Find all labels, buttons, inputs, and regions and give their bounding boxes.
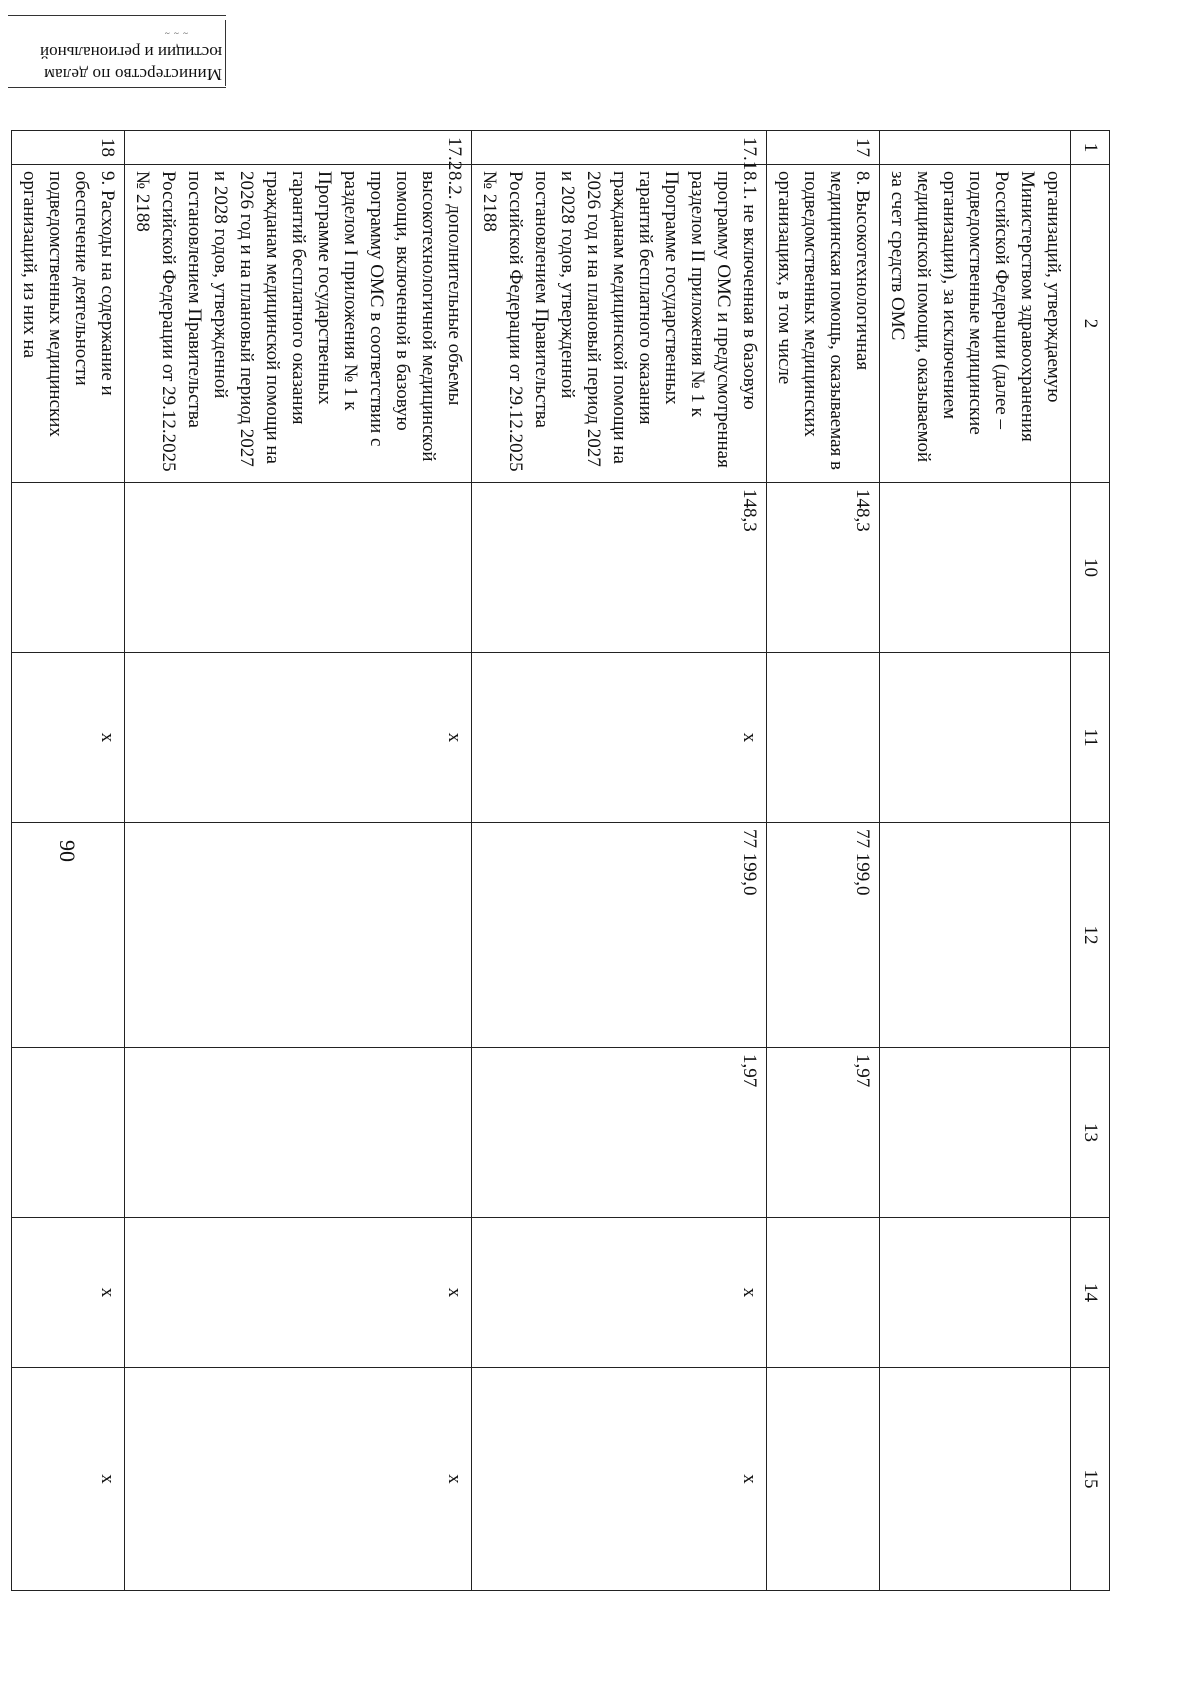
col-13-cell [125,1048,472,1218]
col-15-cell: x [472,1368,767,1591]
stamp-vertical-rule [225,20,226,86]
col-10-cell: 148,3 [472,483,767,653]
col-14-cell: x [472,1218,767,1368]
table-row [767,131,880,1591]
table-row [880,131,1071,1591]
col-13-cell: 1,97 [767,1048,880,1218]
col-10-cell [880,483,1071,653]
col-13-cell [12,1048,125,1218]
row-number-cell: 18 [12,131,125,165]
col-13-cell: 1,97 [472,1048,767,1218]
column-header: 10 [1071,483,1110,653]
col-11-cell: x [472,653,767,823]
col-11-cell: x [125,653,472,823]
row-description-cell: организаций, утверждаемую Министерством здравоохранения Российской Федерации (далее –подведомственные медицинские организации), за исключением медицинской помощи, оказываемой за счет средств ОМС [880,165,1071,483]
table-row [12,131,125,1591]
col-10-cell [125,483,472,653]
data-table [11,130,1110,1591]
stamp-rule-top [8,87,226,88]
col-11-cell [880,653,1071,823]
row-description-cell: 8.1. не включенная в базовую программу ОМС и предусмотренная разделом II приложения № 1 к Программе государственных гарантий бесплатного оказания гражданам медицинской помощи на 2026 год и на плановый период 2027 и 2028 годов, утвержденной постановлением Правительства Российской Федерации от 29.12.2025 № 2188 [472,165,767,483]
rotated-table-page [19,130,1110,1590]
col-14-cell: x [125,1218,472,1368]
col-14-cell [767,1218,880,1368]
column-header: 14 [1071,1218,1110,1368]
column-header: 12 [1071,823,1110,1048]
column-header: 13 [1071,1048,1110,1218]
stamp-rule-bottom [8,15,226,16]
table-header-row [1071,131,1110,1591]
col-12-cell [880,823,1071,1048]
row-description-cell: 8. Высокотехнологичная медицинская помощь, оказываемая в подведомственных медицинских организациях, в том числе [767,165,880,483]
col-15-cell [767,1368,880,1591]
col-10-cell [12,483,125,653]
row-number-cell [880,131,1071,165]
col-11-cell: x [12,653,125,823]
col-15-cell [880,1368,1071,1591]
row-number-cell: 17 [767,131,880,165]
col-12-cell: 77 199,0 [472,823,767,1048]
column-header: 2 [1071,165,1110,483]
col-12-cell [12,823,125,1048]
stamp-line-1: Министерство по делам [43,65,222,84]
col-12-cell [125,823,472,1048]
registration-stamp [6,14,228,90]
row-description-cell: 9. Расходы на содержание и обеспечение деятельности подведомственных медицинских организаций, из них на [12,165,125,483]
col-13-cell [880,1048,1071,1218]
col-14-cell [880,1218,1071,1368]
page-number: 90 [55,840,80,862]
col-15-cell: x [125,1368,472,1591]
row-description-cell: 8.2. дополнительные объемы высокотехнологичной медицинской помощи, включенной в базовую программу ОМС в соответствии с разделом I приложения № 1 к Программе государственных гарантий бесплатного оказания гражданам медицинской помощи на 2026 год и на плановый период 2027 и 2028 годов, утвержденной постановлением Правительства Российской Федерации от 29.12.2025 № 2188 [125,165,472,483]
col-15-cell: x [12,1368,125,1591]
table-row [472,131,767,1591]
column-header: 15 [1071,1368,1110,1591]
row-number-cell: 17.2 [125,131,472,165]
column-header: 1 [1071,131,1110,165]
row-number-cell: 17.1 [472,131,767,165]
col-10-cell: 148,3 [767,483,880,653]
col-14-cell: x [12,1218,125,1368]
column-header: 11 [1071,653,1110,823]
table-row [125,131,472,1591]
col-12-cell: 77 199,0 [767,823,880,1048]
col-11-cell [767,653,880,823]
stamp-line-3: ~ ~ ~ [163,28,188,38]
stamp-line-2: юстиции и региональной [39,43,222,62]
